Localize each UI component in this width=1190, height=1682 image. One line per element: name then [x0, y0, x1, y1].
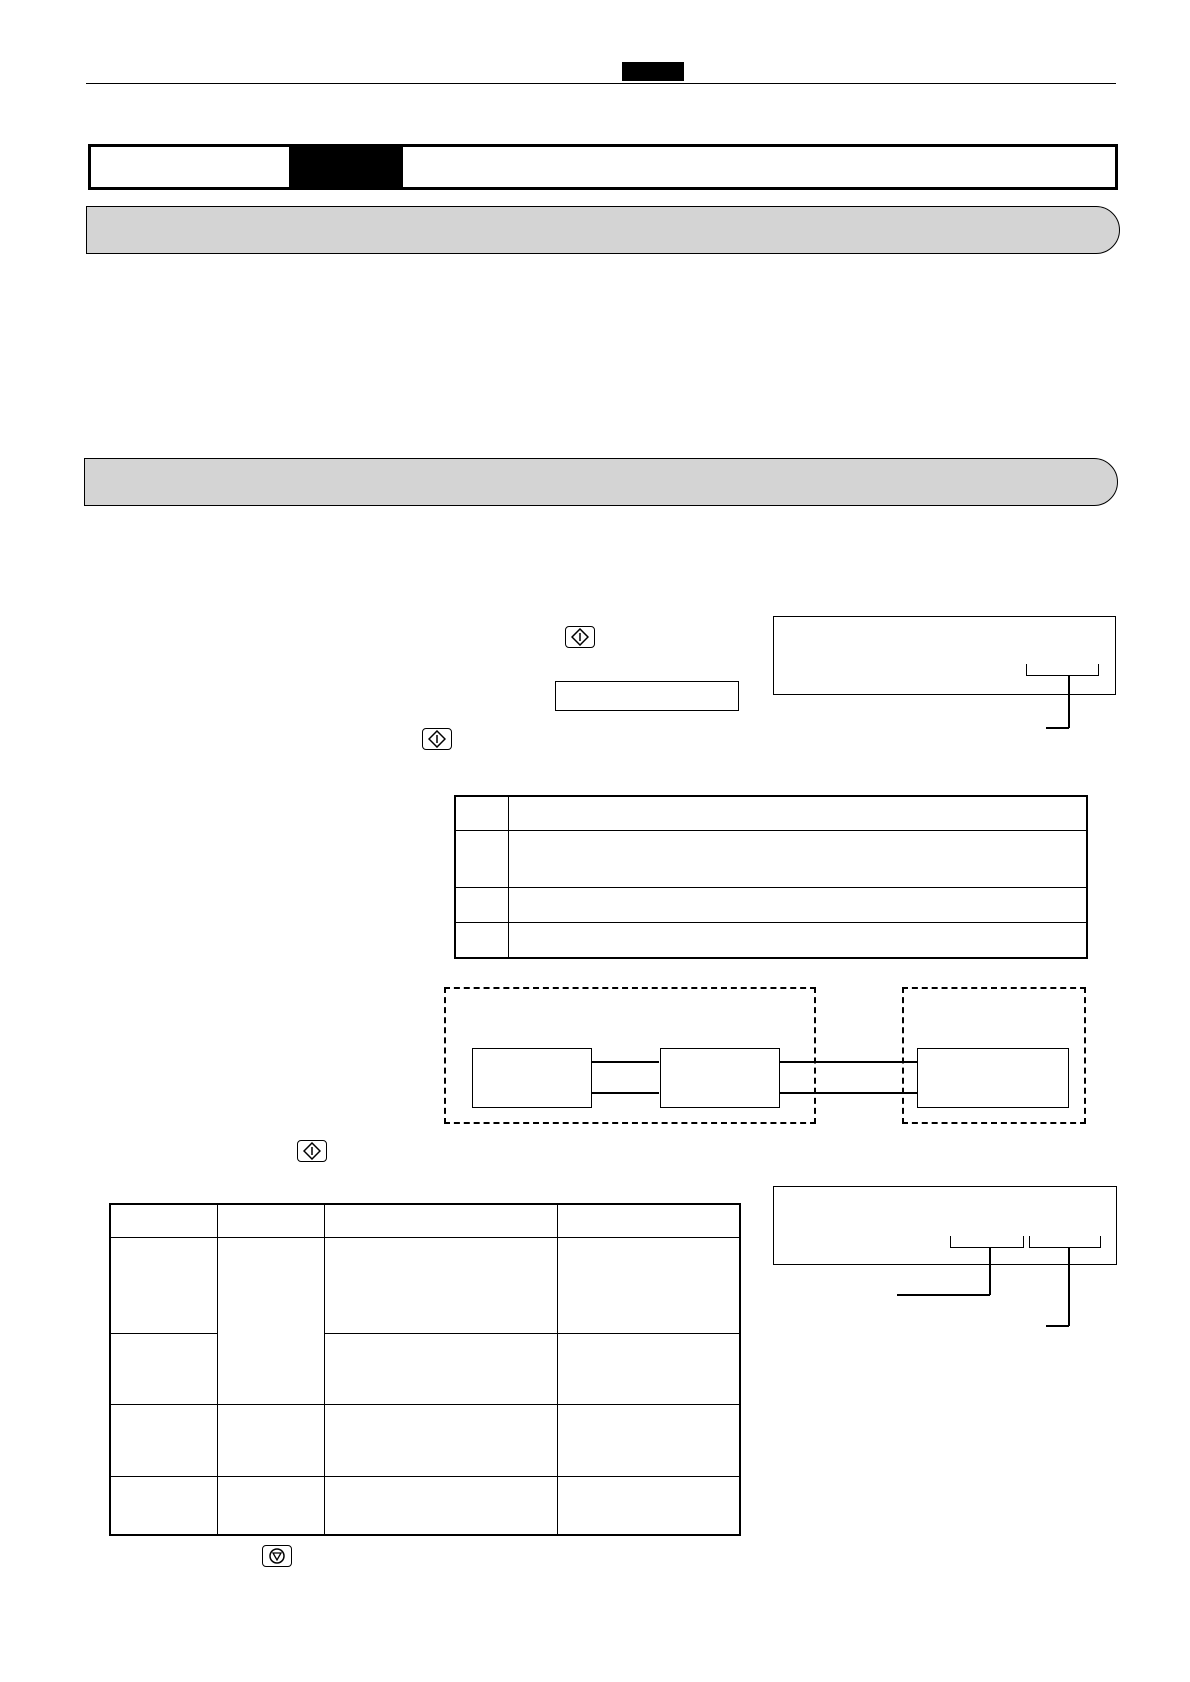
table-header-row	[110, 1204, 740, 1238]
table-header-cell	[110, 1204, 218, 1238]
table-cell	[558, 1477, 741, 1535]
diagram-block-3	[917, 1048, 1069, 1108]
table-cell	[110, 1334, 218, 1405]
lcd-2-callout-vertical-right	[1068, 1248, 1070, 1326]
table-cell	[325, 1238, 558, 1334]
lcd-2-callout-vertical-left	[989, 1248, 991, 1295]
table-cell	[509, 887, 1088, 922]
title-bar-right	[403, 147, 1115, 187]
table-cell	[558, 1405, 741, 1477]
start-key-icon	[428, 730, 446, 748]
table-row	[455, 796, 1087, 830]
table-row	[110, 1477, 740, 1535]
code-input-field[interactable]	[555, 681, 739, 711]
table-row	[110, 1405, 740, 1477]
lcd-display-1	[773, 616, 1116, 695]
table-cell	[325, 1477, 558, 1535]
title-bar-middle	[289, 147, 403, 187]
start-key-button-2[interactable]	[422, 728, 452, 750]
table-cell	[509, 923, 1088, 958]
lcd-2-bracket-left	[950, 1236, 1024, 1248]
diagram-connector	[779, 1092, 918, 1094]
table-cell	[218, 1238, 325, 1405]
lcd-display-2	[773, 1186, 1117, 1265]
table-cell	[558, 1238, 741, 1334]
stop-key-icon	[268, 1547, 286, 1565]
table-cell	[455, 887, 509, 922]
lcd-1-bracket	[1026, 664, 1099, 676]
table-row	[110, 1334, 740, 1405]
lcd-2-bracket-right	[1029, 1236, 1101, 1248]
table-cell	[509, 796, 1088, 830]
start-key-icon	[303, 1142, 321, 1160]
table-header-cell	[325, 1204, 558, 1238]
stop-key-button[interactable]	[262, 1545, 292, 1567]
section-heading-1	[86, 206, 1120, 254]
table-cell	[325, 1334, 558, 1405]
header-rule	[86, 83, 1116, 84]
title-bar-left	[91, 147, 289, 187]
header-tab	[622, 62, 684, 81]
start-key-icon	[571, 628, 589, 646]
table-cell	[455, 796, 509, 830]
table-cell	[110, 1477, 218, 1535]
title-bar	[88, 144, 1118, 190]
diagram-connector	[591, 1092, 659, 1094]
table-cell	[110, 1238, 218, 1334]
table-cell	[455, 830, 509, 887]
table-row	[455, 923, 1087, 958]
start-key-button-3[interactable]	[297, 1140, 327, 1162]
table-header-cell	[558, 1204, 741, 1238]
lcd-2-callout-horizontal-left	[897, 1294, 990, 1296]
setting-table	[109, 1203, 741, 1536]
section-heading-2	[84, 458, 1118, 506]
table-header-cell	[218, 1204, 325, 1238]
diagram-block-2	[660, 1048, 780, 1108]
diagram-connector	[779, 1061, 918, 1063]
start-key-button-1[interactable]	[565, 626, 595, 648]
table-row	[455, 830, 1087, 887]
diagram-connector	[591, 1061, 659, 1063]
table-cell	[558, 1334, 741, 1405]
table-row	[110, 1238, 740, 1334]
table-row	[455, 887, 1087, 922]
table-cell	[509, 830, 1088, 887]
table-cell	[110, 1405, 218, 1477]
lcd-1-callout-horizontal	[1046, 727, 1069, 729]
diagram-block-1	[472, 1048, 592, 1108]
table-cell	[218, 1477, 325, 1535]
table-cell	[325, 1405, 558, 1477]
table-cell	[218, 1405, 325, 1477]
code-table	[454, 795, 1088, 959]
lcd-1-callout-vertical	[1068, 676, 1070, 728]
lcd-2-callout-horizontal-right	[1046, 1325, 1069, 1327]
table-cell	[455, 923, 509, 958]
